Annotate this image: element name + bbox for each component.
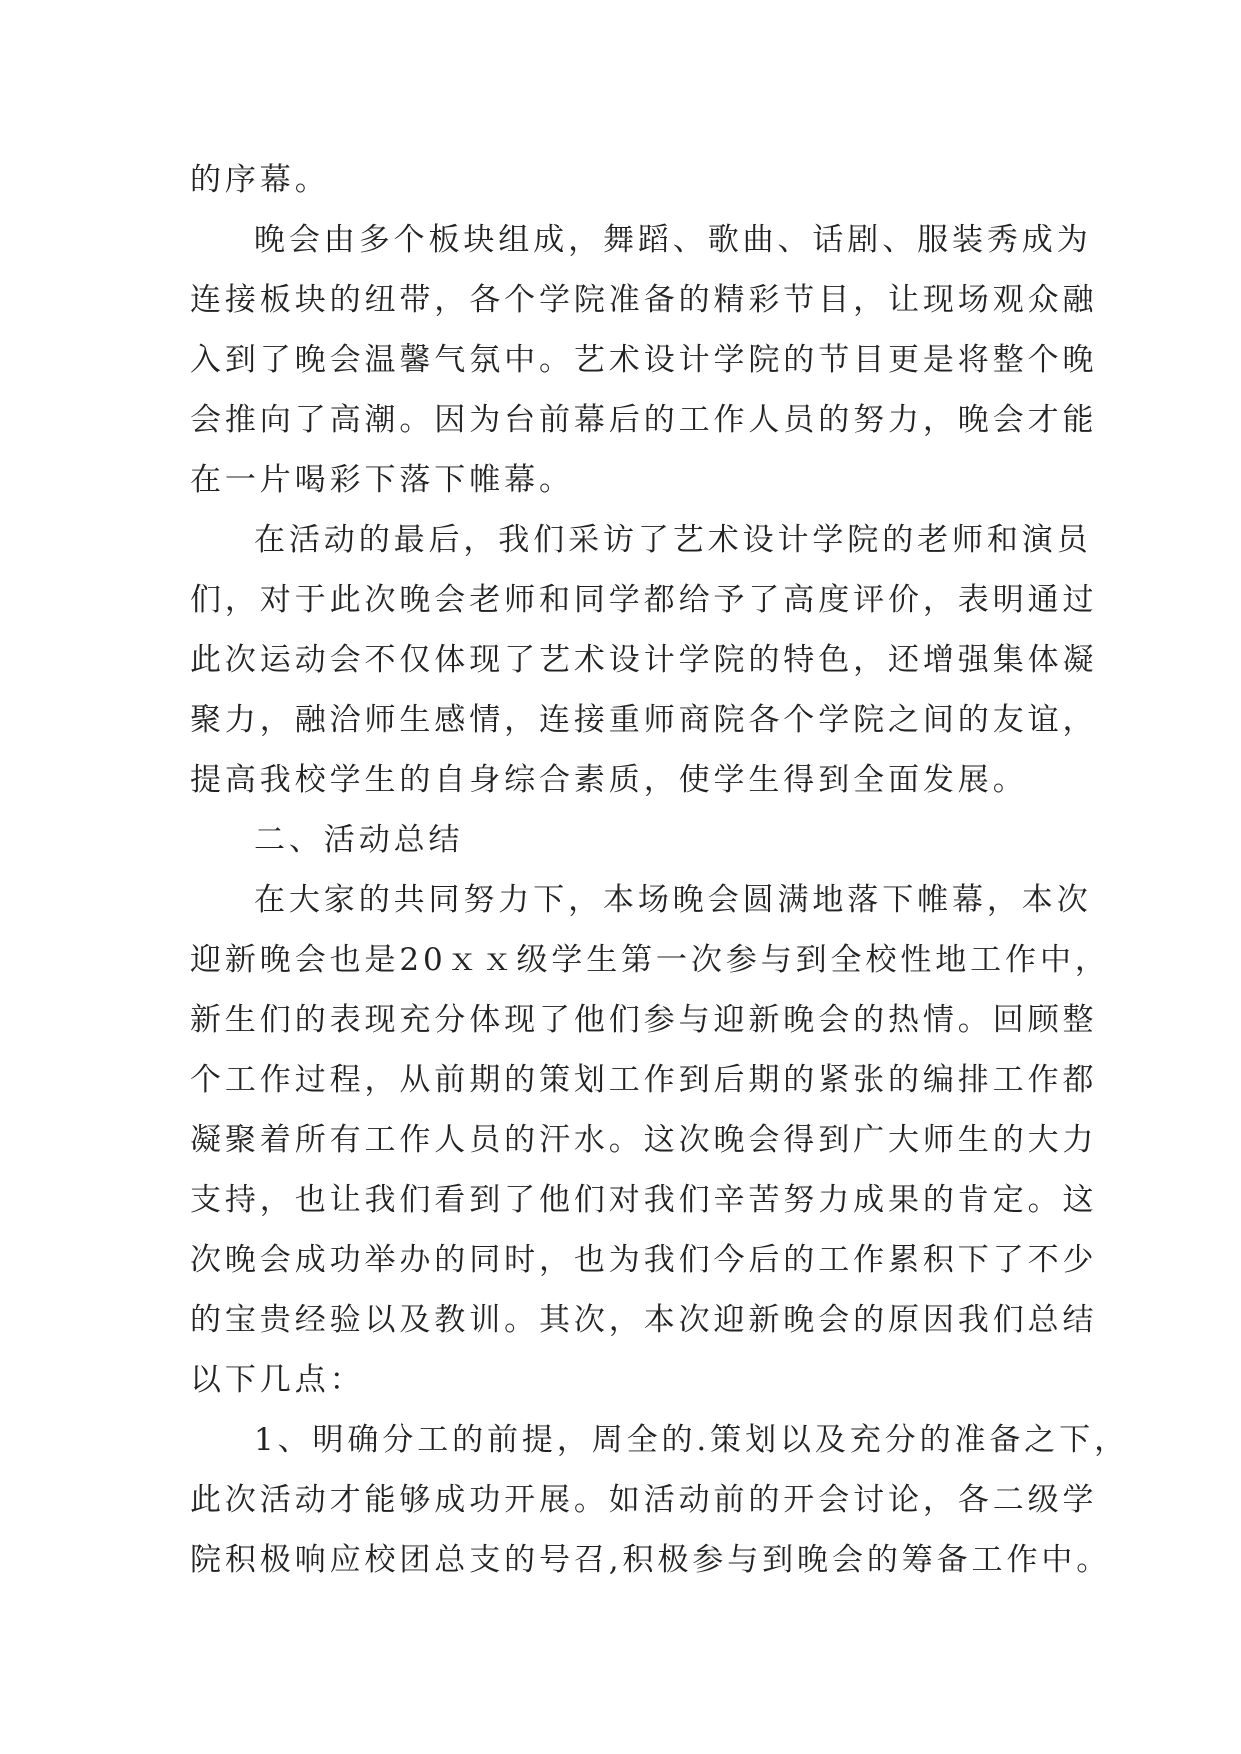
text-line: 会推向了高潮。因为台前幕后的工作人员的努力，晚会才能 xyxy=(190,402,1098,438)
text-line: 入到了晚会温馨气氛中。艺术设计学院的节目更是将整个晚 xyxy=(190,342,1098,378)
text-line: 院积极响应校团总支的号召,积极参与到晚会的筹备工作中。 xyxy=(190,1542,1112,1578)
text-line: 晚会由多个板块组成，舞蹈、歌曲、话剧、服装秀成为 xyxy=(254,222,1092,258)
text-line: 提高我校学生的自身综合素质，使学生得到全面发展。 xyxy=(190,762,1028,798)
text-line: 们，对于此次晚会老师和同学都给予了高度评价，表明通过 xyxy=(190,582,1098,618)
text-line: 此次运动会不仅体现了艺术设计学院的特色，还增强集体凝 xyxy=(190,642,1098,678)
text-line: 连接板块的纽带，各个学院准备的精彩节目，让现场观众融 xyxy=(190,282,1098,318)
text-line: 以下几点： xyxy=(190,1362,365,1398)
text-line: 次晚会成功举办的同时，也为我们今后的工作累积下了不少 xyxy=(190,1242,1098,1278)
text-line: 聚力，融洽师生感情，连接重师商院各个学院之间的友谊， xyxy=(190,702,1098,738)
text-line: 此次活动才能够成功开展。如活动前的开会讨论，各二级学 xyxy=(190,1482,1098,1518)
text-line: 迎新晚会也是20ｘｘ级学生第一次参与到全校性地工作中， xyxy=(190,942,1110,978)
text-line: 在一片喝彩下落下帷幕。 xyxy=(190,462,574,498)
text-line: 个工作过程，从前期的策划工作到后期的紧张的编排工作都 xyxy=(190,1062,1098,1098)
text-line: 的宝贵经验以及教训。其次，本次迎新晚会的原因我们总结 xyxy=(190,1302,1098,1338)
text-line: 凝聚着所有工作人员的汗水。这次晚会得到广大师生的大力 xyxy=(190,1122,1098,1158)
text-line: 新生们的表现充分体现了他们参与迎新晚会的热情。回顾整 xyxy=(190,1002,1098,1038)
text-line: 的序幕。 xyxy=(190,162,330,198)
text-line: 在活动的最后，我们采访了艺术设计学院的老师和演员 xyxy=(254,522,1092,558)
text-line: 支持，也让我们看到了他们对我们辛苦努力成果的肯定。这 xyxy=(190,1182,1098,1218)
list-item: 1、明确分工的前提，周全的.策划以及充分的准备之下， xyxy=(254,1422,1129,1458)
section-heading: 二、活动总结 xyxy=(254,822,464,858)
text-line: 在大家的共同努力下，本场晚会圆满地落下帷幕，本次 xyxy=(254,882,1092,918)
document-page xyxy=(190,150,1129,1590)
